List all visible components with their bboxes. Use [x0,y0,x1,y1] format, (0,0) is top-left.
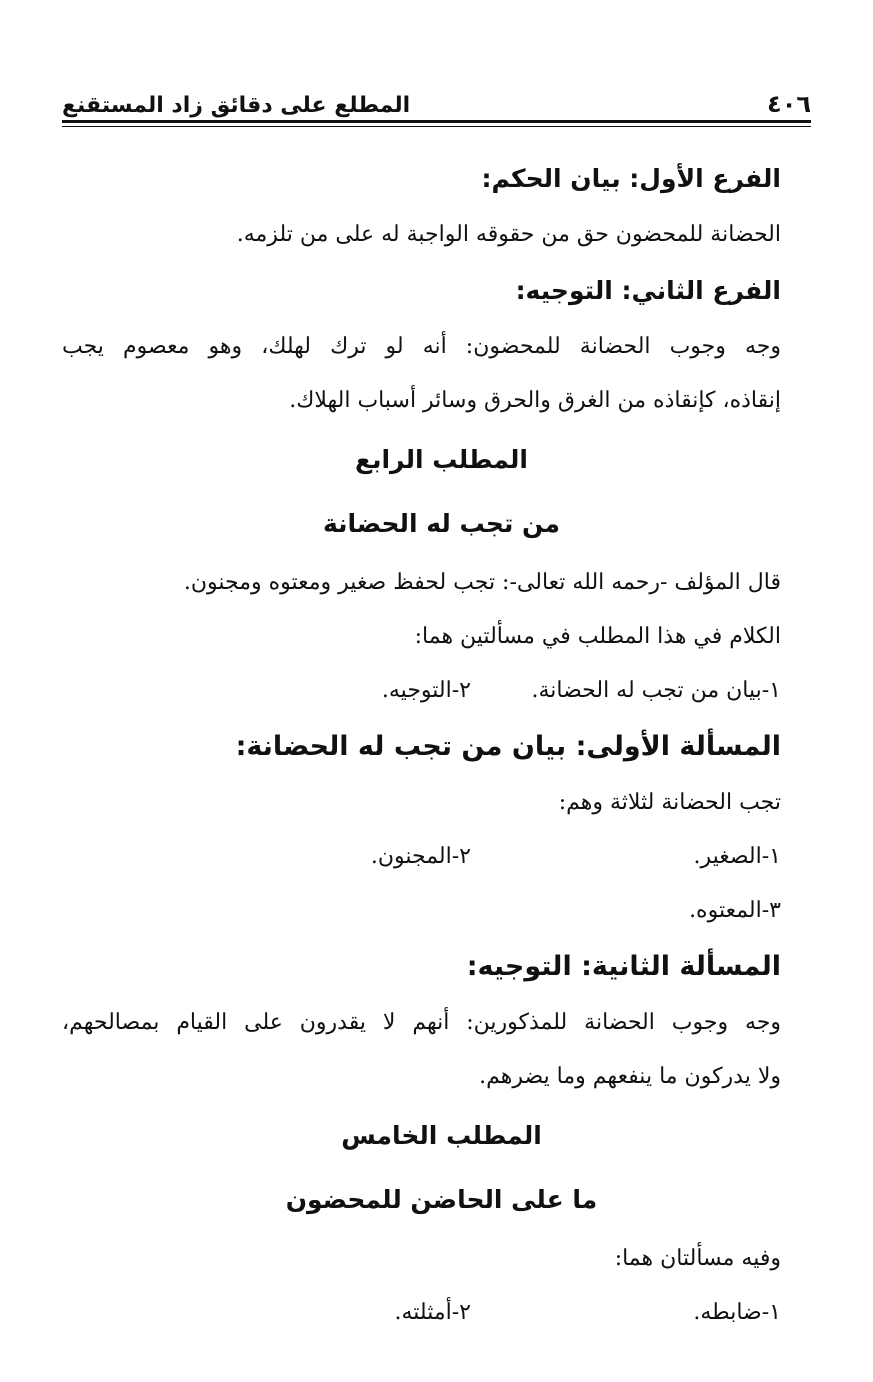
section5-item-1: ١-ضابطه. [693,1300,781,1325]
section5-list [62,1286,781,1340]
branch1-heading: الفرع الأول: بيان الحكم: [481,164,781,193]
issues-list [62,664,781,718]
issues-item-2: ٢-التوجيه. [381,678,471,703]
section5-intro: وفيه مسألتان هما: [614,1246,781,1271]
page-number: ٤٠٦ [767,90,811,118]
section5-title: المطلب الخامس [341,1121,542,1150]
issue1-item-1: ١-الصغير. [693,844,781,869]
issue2-text-line1: وجه وجوب الحضانة للمذكورين: أنهم لا يقدرون على القيام بمصالحهم، [62,1010,781,1035]
section5-subtitle: ما على الحاضن للمحضون [285,1185,598,1214]
author-quote: قال المؤلف -رحمه الله تعالى-: تجب لحفظ صغير ومعتوه ومجنون. [183,570,781,595]
discussion-intro: الكلام في هذا المطلب في مسألتين هما: [414,624,781,649]
issue1-item-2: ٢-المجنون. [370,844,471,869]
section5-item-2: ٢-أمثلته. [394,1300,471,1325]
issues-item-1: ١-بيان من تجب له الحضانة. [531,678,781,703]
header-rule-thin [62,126,811,127]
branch2-text-line2: إنقاذه، كإنقاذه من الغرق والحرق وسائر أسباب الهلاك. [289,388,781,413]
section4-title: المطلب الرابع [355,445,528,474]
section4-subtitle: من تجب له الحضانة [322,509,561,538]
running-header [62,82,811,118]
header-rule-thick [62,120,811,123]
page-content [62,150,781,1340]
issue1-heading: المسألة الأولى: بيان من تجب له الحضانة: [235,731,781,762]
issue1-list [62,830,781,884]
header-rule [62,120,811,127]
branch2-heading: الفرع الثاني: التوجيه: [515,276,781,305]
issue1-intro: تجب الحضانة لثلاثة وهم: [558,790,781,815]
issue2-text-line2: ولا يدركون ما ينفعهم وما يضرهم. [479,1064,781,1089]
issue2-heading: المسألة الثانية: التوجيه: [466,951,781,982]
branch2-text-line1: وجه وجوب الحضانة للمحضون: أنه لو ترك لهلك، وهو معصوم يجب [62,334,781,359]
issue1-item-3: ٣-المعتوه. [689,898,781,923]
branch1-text: الحضانة للمحضون حق من حقوقه الواجبة له على من تلزمه. [236,222,781,247]
book-title: المطلع على دقائق زاد المستقنع [62,93,411,118]
